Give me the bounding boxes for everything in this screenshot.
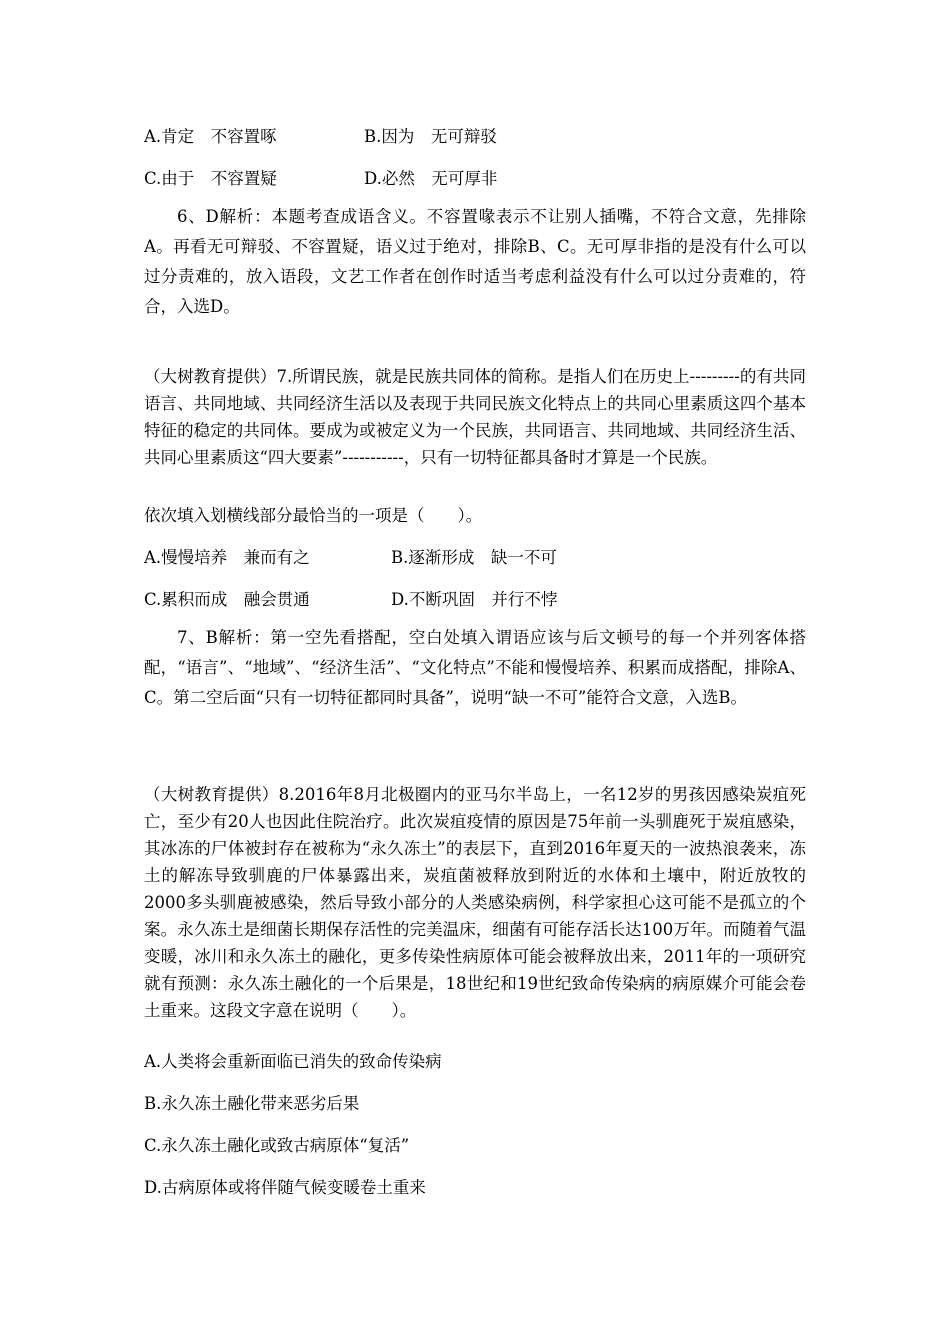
q6-option-d: D.必然 无可厚非: [364, 169, 498, 188]
q7-option-c: C.累积而成 融会贯通: [144, 590, 310, 609]
q6-option-a: A.肯定 不容置啄: [144, 127, 277, 146]
q7-options-row-1: [144, 546, 806, 570]
q6-option-b: B.因为 无可辩驳: [364, 127, 497, 146]
q7-stem: （大树教育提供）7.所谓民族，就是民族共同体的简称。是指人们在历史上---------的有共同语言、共同地域、共同经济生活以及表现于共同民族文化特点上的共同心里素质这四个基本特征的稳定的共同体。要成为或被定义为一个民族，共同语言、共同地域、共同经济生活、共同心里素质这“四大要素”-----------，只有一切特征都具备时才算是一个民族。: [144, 367, 806, 467]
q6-analysis: 6、D解析：本题考查成语含义。不容置喙表示不让别人插嘴，不符合文意，先排除A。再看无可辩驳、不容置疑，语义过于绝对，排除B、C。无可厚非指的是没有什么可以过分责难的，放入语段，文艺工作者在创作时适当考虑利益没有什么可以过分责难的，符合，入选D。: [144, 207, 806, 316]
q8-option-a: A.人类将会重新面临已消失的致命传染病: [144, 1052, 442, 1071]
q8-option-c: C.永久冻土融化或致古病原体“复活”: [144, 1136, 410, 1155]
q8-option-b: B.永久冻土融化带来恶劣后果: [144, 1094, 360, 1113]
q7-analysis: 7、B解析：第一空先看搭配，空白处填入谓语应该与后文顿号的每一个并列客体搭配，“语言”、“地域”、“经济生活”、“文化特点”不能和慢慢培养、积累而成搭配，排除A、C。第二空后面“只有一切特征都同时具备”，说明“缺一不可”能符合文意，入选B。: [144, 628, 806, 707]
q7-option-b: B.逐渐形成 缺一不可: [391, 548, 557, 567]
q8-stem: （大树教育提供）8.2016年8月北极圈内的亚马尔半岛上，一名12岁的男孩因感染炭疽死亡，至少有20人也因此住院治疗。此次炭疽疫情的原因是75年前一头驯鹿死于炭疽感染，其冰冻的尸体被封存在被称为“永久冻土”的表层下，直到2016年夏天的一波热浪袭来，冻土的解冻导致驯鹿的尸体暴露出来，炭疽菌被释放到附近的水体和土壤中，附近放牧的2000多头驯鹿被感染，然后导致小部分的人类感染病例，科学家担心这可能不是孤立的个案。永久冻土是细菌长期保存活性的完美温床，细菌有可能存活长达100万年。而随着气温变暖，冰川和永久冻土的融化，更多传染性病原体可能会被释放出来，2011年的一项研究就有预测：永久冻土融化的一个后果是，18世纪和19世纪致命传染病的病原媒介可能会卷土重来。这段文字意在说明（ ）。: [144, 785, 806, 1020]
q7-prompt: 依次填入划横线部分最恰当的一项是（ ）。: [144, 506, 483, 525]
q6-options-row-1: [144, 125, 806, 149]
q7-options-row-2: [144, 588, 806, 612]
document-page: [144, 0, 806, 1344]
q7-option-a: A.慢慢培养 兼而有之: [144, 548, 310, 567]
q8-option-d: D.古病原体或将伴随气候变暖卷土重来: [144, 1178, 426, 1197]
q7-option-d: D.不断巩固 并行不悖: [391, 590, 558, 609]
q6-option-c: C.由于 不容置疑: [144, 169, 277, 188]
q6-options-row-2: [144, 167, 806, 191]
